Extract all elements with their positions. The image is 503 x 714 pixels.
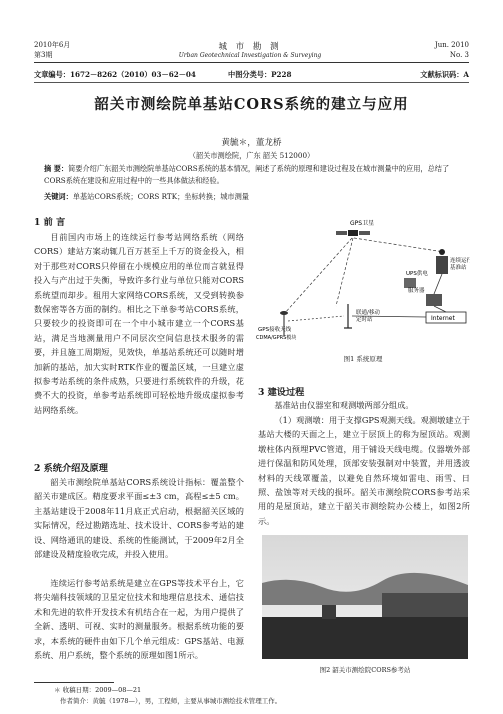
- base-station-icon: [436, 249, 448, 274]
- footnote-received: ＊ 收稿日期：2009—08—21: [54, 686, 142, 694]
- keywords-label: 关键词：: [44, 192, 73, 201]
- paragraph-system-spec: 韶关市测绘院单基站CORS系统设计指标：覆盖整个韶关市建成区。精度要求平面≤±3 cm，高程≤±5 cm。主基站建设于2008年11月底正式启动，根据韶关区域的实际情况，经过勘踏选址、技术设计、CORS参考站的建设、网络通讯的建设、系统的性能测试，于2009年2月全部建设及精度验收完成，并投入使用。: [34, 477, 244, 560]
- rooftop-parapet: [262, 617, 468, 659]
- section-heading-2: 2 系统介绍及原理: [34, 463, 108, 474]
- footnote-rule: [34, 682, 114, 683]
- paragraph-introduction: 目前国内市场上的连续运行参考站网络系统（网络CORS）建站方案动辄几百万甚至上千万的资金投入，相对于那些对CORS只停留在小规模应用的单位而言就显得投入与产出过于失衡，导致许多行业与单位只能对CORS系统望而却步。租用大家网络CORS系统，又受到转换参数保密等各方面的制约。相比之下单参考站CORS系统，只要较少的投资即可在一个中小城市建立一个CORS基站，满足当地测量用户不同层次空间信息技术服务的需要，并且施工周期短，见效快，单基站系统还可以随时增加新的基站，加大实时RTK作业的覆盖区域，一旦建立虚拟参考站系统的条件成熟，只要进行系统软件的升级，花费不大的投资，单参考站系统即可轻松地升级成虚拟参考站网络系统。: [34, 232, 244, 415]
- signal-line-mid: [336, 238, 353, 306]
- journal-title-cn: 城 市 勘 测: [218, 42, 282, 52]
- abstract: [44, 163, 464, 188]
- header-rule: [34, 62, 469, 63]
- header-right: [379, 40, 469, 60]
- keywords: [44, 192, 464, 202]
- affiliation: （韶关市测绘院，广东 韶关 512000）: [188, 151, 315, 160]
- label-gps-satellite: GPS卫星: [350, 220, 375, 227]
- abstract-label: 摘 要：: [44, 164, 69, 173]
- link-rover-network: [288, 316, 344, 321]
- label-networking: 联通/移动: [356, 310, 380, 316]
- figure-1-svg: [256, 216, 470, 354]
- figure-2-photo: [262, 535, 468, 659]
- header-issue-en: No. 3: [449, 51, 469, 59]
- background-building: [382, 593, 468, 617]
- figure-1-system-diagram: [256, 216, 470, 366]
- clc-number: 中图分类号：P228: [228, 70, 292, 79]
- link-server-internet: [434, 306, 446, 312]
- label-internet: Internet: [431, 315, 455, 322]
- footnote-author-bio: 作者简介：黄毓（1978—），男，工程师，主要从事城市测绘技术管理工作。: [60, 697, 282, 705]
- label-modem: CDMA/GPRS模块: [256, 335, 297, 341]
- label-server: 服务器: [408, 288, 425, 294]
- paragraph-station-composition: 基准站由仪器室和观测墩两部分组成。: [274, 400, 414, 410]
- header-center: [150, 40, 350, 59]
- signal-line-right: [354, 238, 444, 252]
- gps-satellite-icon: [336, 230, 370, 236]
- header-issue: 第3期: [34, 51, 53, 59]
- label-base-station: 基准站: [450, 265, 467, 271]
- label-continuous-station: 连续运行: [450, 258, 470, 264]
- ups-icon: [404, 278, 416, 288]
- header-date: 2010年6月: [34, 41, 71, 49]
- server-icon: [426, 294, 442, 306]
- figure-2-svg: [262, 535, 468, 659]
- section-heading-1: 1 前 言: [34, 217, 66, 228]
- header-date-en: Jun. 2010: [434, 41, 469, 49]
- document-code: 文献标识码：A: [420, 70, 469, 79]
- paragraph-observation-pier: （1）观测墩：用于支撑GPS观测天线。观测墩建立于基站大楼的天面之上，建立于层顶上的称为屋顶站。观测墩柱体内预埋PVC管道，用于铺设天线电缆。仪器墩外部进行保温和防风处理，顶部安装强制对中装置，并用透波材料的天线罩覆盖，以避免自然环境如雷电、雨雪、日照、盐蚀等对天线的损坏。韶关市测绘院CORS参考站采用的是屋顶站，建立于韶关市测绘院办公楼上，如图2所示。: [258, 415, 470, 526]
- signal-line-left: [284, 238, 352, 314]
- article-number: 文章编号：1672－8262（2010）03－62－04: [34, 70, 196, 79]
- paragraph-system-principle: 连续运行参考站系统是建立在GPS等技术平台上，它将尖端科技领域的卫星定位技术和地理信息技术、通信技术和先进的软件开发技术有机结合在一起，为用户提供了全新、透明、可视、实时的测量服务。根据系统功能的要求，本系统的硬件由如下几个单元组成：GPS基站、电源系统、用户系统，整个系统的原理如图1所示。: [34, 578, 244, 661]
- label-data-network: 定时站: [356, 317, 373, 323]
- label-ups: UPS供电: [406, 271, 428, 277]
- label-gps-rx: GPS接收天线: [258, 327, 292, 333]
- paper-title: 韶关市测绘院单基站CORS系统的建立与应用: [94, 96, 409, 113]
- abstract-text: 简要介绍广东韶关市测绘院单基站CORS系统的基本情况，阐述了系统的原理和建设过程及在城市测量中的应用，总结了CORS系统在建设和应用过程中的一些具体做法和经验。: [44, 164, 450, 186]
- section-heading-3: 3 建设过程: [258, 387, 305, 398]
- network-tower-icon: [344, 304, 352, 328]
- keywords-text: 单基站CORS系统；CORS RTK；坐标转换；城市测量: [72, 192, 249, 201]
- journal-title-en: Urban Geotechnical Investigation & Surveying: [178, 52, 322, 59]
- authors: 黄毓＊，董龙桥: [221, 138, 282, 148]
- figure-1-caption: 图1 系统原理: [343, 355, 383, 363]
- header-left: [34, 40, 124, 60]
- link-station-server: [434, 274, 442, 294]
- meta-rule: [34, 82, 469, 83]
- figure-2-caption: 图2 韶关市测绘院CORS参考站: [319, 666, 411, 674]
